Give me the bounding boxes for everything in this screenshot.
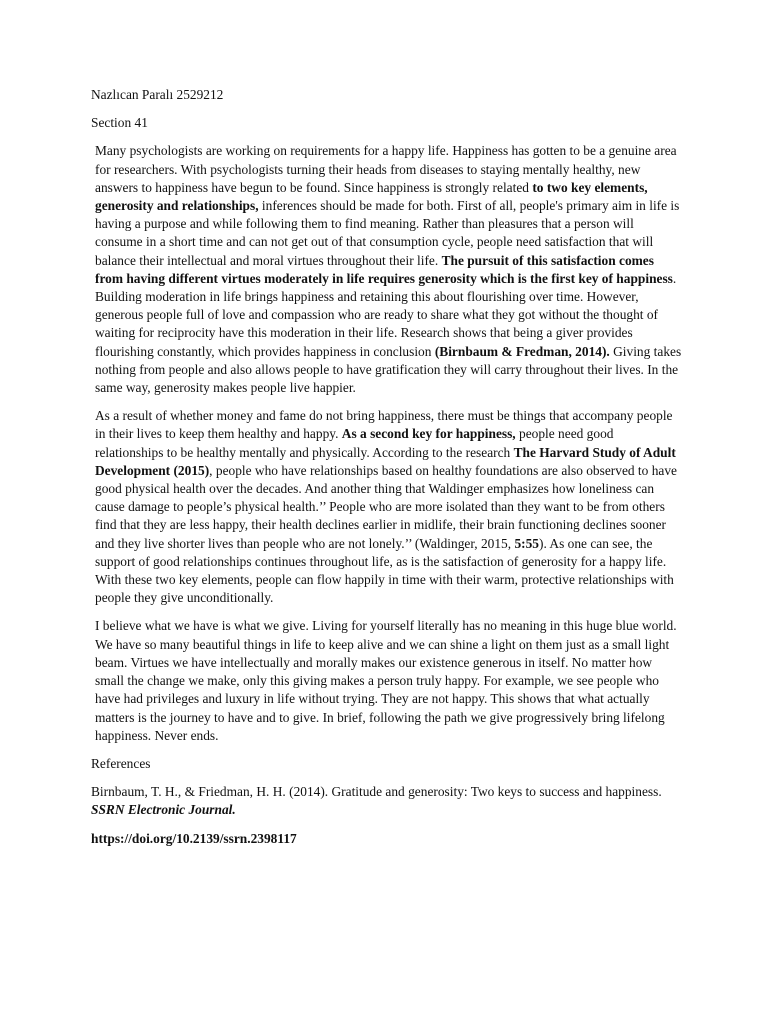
text-run: Many psychologists are working on requirements for a happy life. Happiness has gotten to be a genuine area for researchers. With psychologists turning their heads from diseases to staying mentally healthy, new answers to happiness have begun to be found. Since happiness is strongly related	[95, 143, 677, 195]
paragraph-2	[91, 407, 683, 607]
reference-entry-text: Birnbaum, T. H., & Friedman, H. H. (2014). Gratitude and generosity: Two keys to success and happiness.	[91, 784, 662, 800]
text-run: . Building moderation in life brings happiness and retaining this about flourishing over time. However, generous people full of love and compassion who are ready to share what they got without the thought of waiting for reciprocity have this moderation in their life. Research shows that being a giver provides flourishing constantly, which provides happiness in conclusion	[95, 270, 677, 359]
bold-phrase: The Harvard Study of Adult Development (2015)	[95, 444, 676, 478]
bold-phrase: As a second key for happiness,	[341, 426, 516, 442]
reference-entry	[91, 783, 683, 819]
author-line: Nazlıcan Paralı 2529212	[91, 87, 224, 102]
bold-phrase: 5:55	[514, 535, 539, 551]
reference-doi-link[interactable]: https://doi.org/10.2139/ssrn.2398117	[91, 830, 297, 846]
section-line: Section 41	[91, 115, 148, 131]
text-run: people need good relationships to be healthy mentally and physically. According to the research	[95, 426, 614, 460]
reference-doi[interactable]	[91, 830, 683, 848]
paragraph-1	[91, 142, 683, 397]
bold-phrase: to two key elements, generosity and relationships,	[95, 179, 648, 214]
document-body	[91, 86, 683, 858]
text-run: ). As one can see, the support of good relationships continues throughout life, as is the satisfaction of generosity for a happy life. With these two key elements, people can flow happily in time with their warm, protective relationships with people they give unconditionally.	[95, 535, 674, 606]
text-run: , people who have relationships based on healthy foundations are also observed to have good physical health over the decades. And another thing that Waldinger emphasizes how loneliness can cause damage to people’s physical health.’’ People who are more isolated than they want to be from others find that they are less happy, their health declines earlier in midlife, their brain functioning declines sooner and they live shorter lives than people who are not lonely.’’ (Waldinger, 2015,	[95, 462, 677, 551]
bold-phrase: (Birnbaum & Fredman, 2014).	[434, 343, 610, 359]
text-run: Giving takes nothing from people and also allows people to have gratification they will carry throughout their lives. In the same way, generosity makes people live happier.	[95, 343, 682, 396]
text-run: inferences should be made for both. First of all, people's primary aim in life is having a purpose and while following them to find meaning. Rather than pleasures that a person will consume in a short time and can not get out of that consumption cycle, people need satisfaction that will balance their intellectual and moral virtues throughout their life.	[95, 198, 680, 268]
reference-journal: SSRN Electronic Journal.	[91, 802, 236, 818]
bold-phrase: The pursuit of this satisfaction comes from having different virtues moderately in life requires generosity which is the first key of happiness	[95, 252, 673, 286]
references-heading: References	[91, 755, 151, 771]
text-run: As a result of whether money and fame do not bring happiness, there must be things that accompany people in their lives to keep them healthy and happy.	[95, 408, 673, 442]
paragraph-3: I believe what we have is what we give. Living for yourself literally has no meaning in this huge blue world. We have so many beautiful things in life to keep alive and we can shine a light on them just as a small light beam. Virtues we have intellectually and morally makes our existence generous in itself. No matter how small the change we make, only this giving makes a person truly happy. For example, we see people who have had privileges and luxury in life without trying. They are not happy. This shows that what actually matters is the journey to have and to give. In brief, following the path we give progressively bring lifelong happiness. Never ends.	[95, 618, 677, 743]
